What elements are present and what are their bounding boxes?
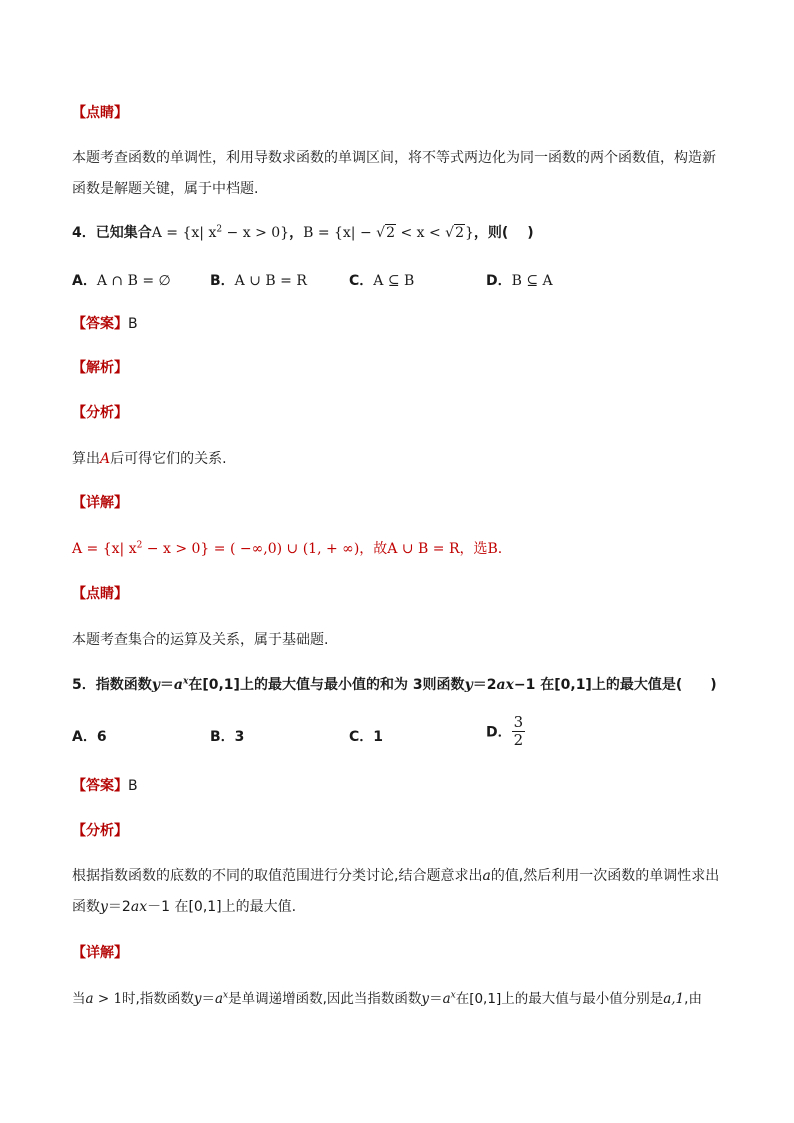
q4-option-d: D．B ⊆ A [486,273,553,289]
q5-xiangjie-text: 当a > 1时,指数函数$y=a^x$是单调递增函数,因此当指数函数$y=a^x$在[0,1]上的最大值与最小值分别是a,1,由 [72,990,702,1007]
answer-value: B [128,316,138,332]
q5-option-b: B．3 [210,729,245,745]
q4-dianjing-text: 本题考查集合的运算及关系，属于基础题. [72,632,329,648]
q5-xiangjie-heading: 【详解】 [72,945,128,961]
q4-option-b: B．A ∪ B = R [210,273,307,289]
q4-dianjing-heading: 【点睛】 [72,586,128,602]
q4-answer [72,315,138,333]
dianjing-heading: 【点睛】 [72,105,128,121]
fraction-three-halves: $\frac{3}{2}$ [513,713,524,749]
q4-option-a: A．A ∩ B = ∅ [72,273,171,289]
set-b-definition: B = {x| − √2 < x < √2} [303,225,474,241]
q4-fenxi-text: 算出A后可得它们的关系. [72,451,227,467]
q5-fenxi-line1: 根据指数函数的底数的不同的取值范围进行分类讨论,结合题意求出a的值,然后利用一次函数的单调性求出 [72,868,720,884]
q5-fenxi-heading: 【分析】 [72,823,128,839]
answer-value: B [128,778,138,794]
q4-option-c: C．A ⊆ B [349,273,415,289]
q4-jiexi-heading: 【解析】 [72,360,128,376]
set-a-definition: A = {x| $x^2 - x > 0$} [151,224,290,241]
q4-xiangjie-heading: 【详解】 [72,495,128,511]
q5-option-a: A．6 [72,729,107,745]
question-4-number: 4．已知集合 [72,225,152,241]
q5-fenxi-line2: 函数y＝2ax－1 在[0,1]上的最大值. [72,899,297,915]
q5-option-c: C．1 [349,729,384,745]
question-4-stem: 4．已知集合A = {x| $x^2 - x > 0$}，B = {x| − √2 < x < √2}，则( ) [72,224,534,241]
question-4-tail: ，则( ) [473,225,534,241]
question-5-number: 5．指数函数 [72,677,152,693]
dianjing-text-line1: 本题考查函数的单调性，利用导数求函数的单调区间，将不等式两边化为同一函数的两个函数值，构造新 [72,150,716,166]
q4-fenxi-heading: 【分析】 [72,405,128,421]
q5-answer [72,777,138,795]
answer-heading: 【答案】 [72,778,128,794]
answer-heading: 【答案】 [72,316,128,332]
question-5-stem: 5．指数函数$y=a^x$在[0,1]上的最大值与最小值的和为 3则函数y＝2ax−1 在[0,1]上的最大值是( ) [72,676,717,693]
dianjing-text-line2: 函数是解题关键，属于中档题. [72,181,259,197]
q5-option-d: D． $\frac{3}{2}$ [486,713,524,749]
q4-xiangjie-text: A = {x| $x^2 - x > 0$} = ( −∞,0) ∪ (1, + ∞)，故A ∪ B = R，选B. [72,540,503,557]
